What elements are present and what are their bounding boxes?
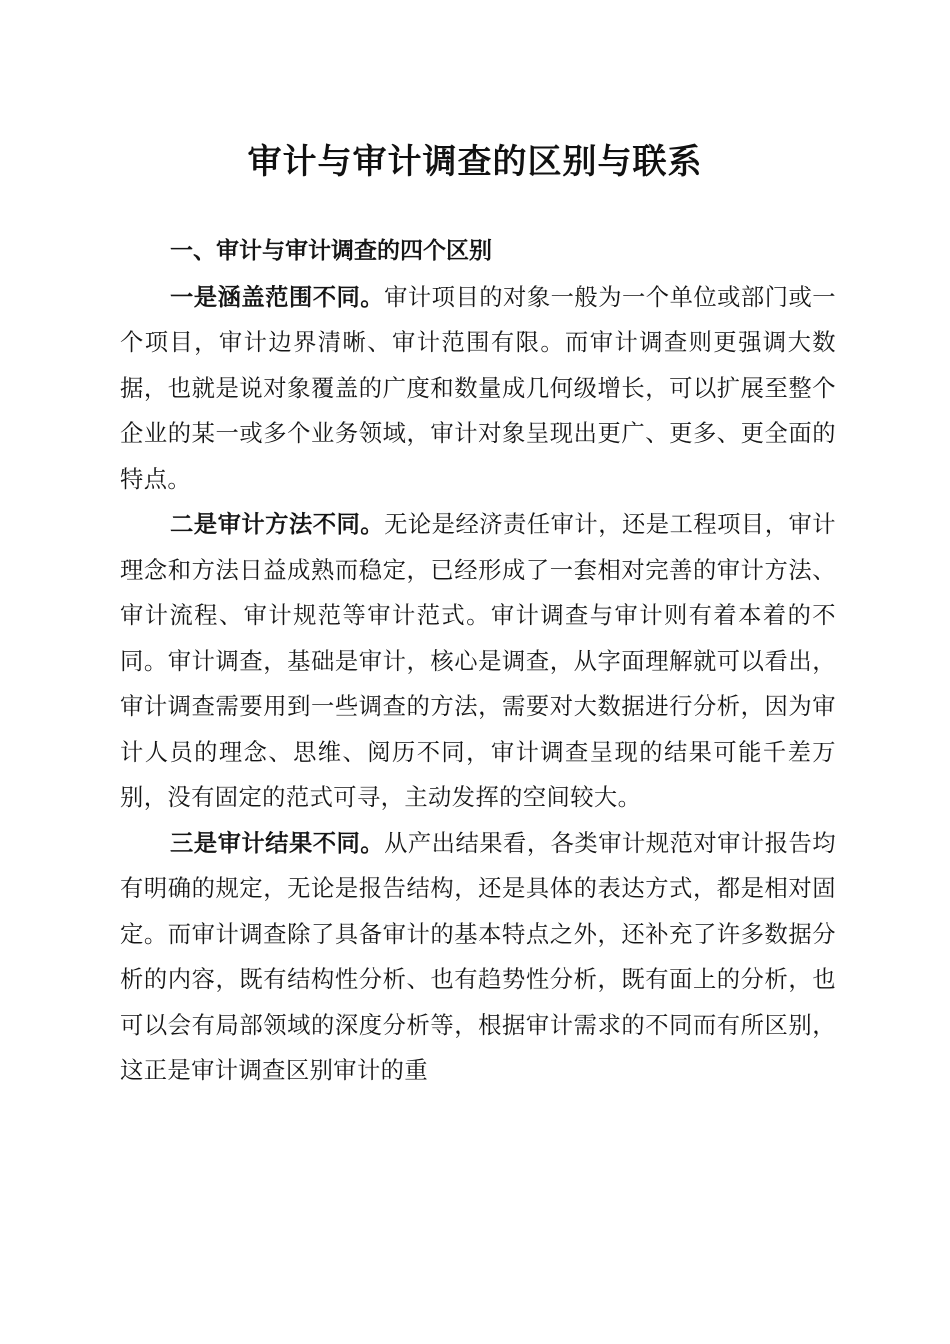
document-body [120, 229, 836, 1094]
paragraph-lead: 二是审计方法不同。 [170, 511, 385, 538]
paragraph-audit-methods [120, 502, 836, 821]
paragraph-text: 审计项目的对象一般为一个单位或部门或一个项目，审计边界清晰、审计范围有限。而审计调查则更强调大数据，也就是说对象覆盖的广度和数量成几何级增长，可以扩展至整个企业的某一或多个业务领域，审计对象呈现出更广、更多、更全面的特点。 [120, 283, 836, 493]
paragraph-coverage-scope [120, 275, 836, 503]
paragraph-text: 无论是经济责任审计，还是工程项目，审计理念和方法日益成熟而稳定，已经形成了一套相对完善的审计方法、审计流程、审计规范等审计范式。审计调查与审计则有着本着的不同。审计调查，基础是审计，核心是调查，从字面理解就可以看出，审计调查需要用到一些调查的方法，需要对大数据进行分析，因为审计人员的理念、思维、阅历不同，审计调查呈现的结果可能千差万别，没有固定的范式可寻，主动发挥的空间较大。 [120, 511, 836, 811]
paragraph-audit-results [120, 821, 836, 1094]
paragraph-lead: 三是审计结果不同。 [170, 829, 385, 857]
paragraph-text: 从产出结果看，各类审计规范对审计报告均有明确的规定，无论是报告结构，还是具体的表达方式，都是相对固定。而审计调查除了具备审计的基本特点之外，还补充了许多数据分析的内容，既有结构性分析、也有趋势性分析，既有面上的分析，也可以会有局部领域的深度分析等，根据审计需求的不同而有所区别，这正是审计调查区别审计的重 [120, 829, 836, 1084]
page-title: 审计与审计调查的区别与联系 [247, 142, 703, 182]
section-heading: 一、审计与审计调查的四个区别 [170, 238, 492, 264]
paragraph-lead: 一是涵盖范围不同。 [170, 283, 385, 311]
